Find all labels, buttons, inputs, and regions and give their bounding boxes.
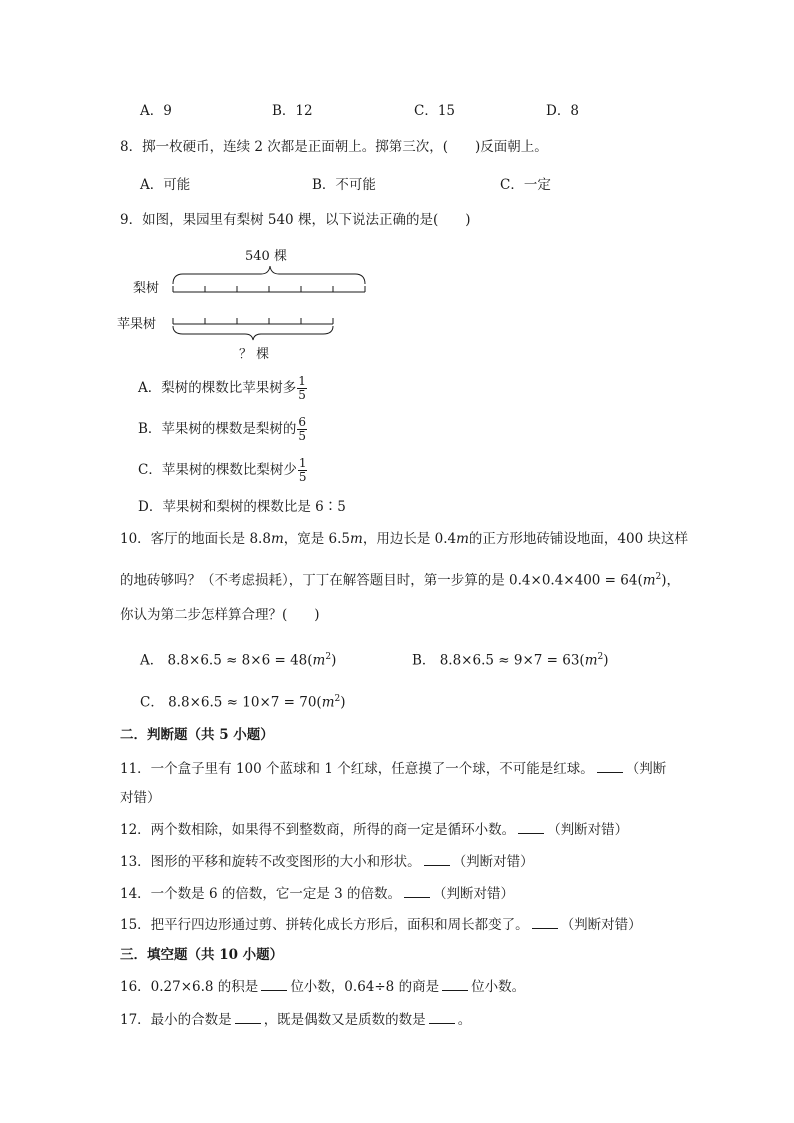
q10-option-b: B． $8.8\times 6.5 \approx 9\times 7 = 63(m^2)$ (412, 652, 609, 669)
q11-line-1: 11．一个盒子里有 100 个蓝球和 1 个红球，任意摸了一个球，不可能是红球。 （判断 (120, 758, 666, 779)
q12-answer-blank[interactable] (518, 819, 544, 834)
q9-option-a: A．梨树的棵数比苹果树多 $\frac{1}{5}$ (138, 374, 306, 402)
q14-answer-blank[interactable] (404, 883, 430, 898)
q16-answer-blank-2[interactable] (442, 976, 468, 991)
q16: 16．0.27×6.8 的积是 位小数，0.64÷8 的商是 位小数。 (120, 976, 525, 997)
q8-stem: 8．掷一枚硬币，连续 2 次都是正面朝上。掷第三次，( )反面朝上。 (120, 139, 548, 155)
q15: 15．把平行四边形通过剪、拼转化成长方形后，面积和周长都变了。 （判断对错） (120, 914, 642, 935)
q13: 13．图形的平移和旋转不改变图形的大小和形状。 （判断对错） (120, 851, 534, 872)
q15-answer-blank[interactable] (532, 914, 558, 929)
q10-line-3: 你认为第二步怎样算合理？( ) (120, 607, 320, 623)
q16-answer-blank-1[interactable] (261, 976, 287, 991)
q7-option-c: C．15 (414, 103, 456, 119)
q8-option-c: C．一定 (500, 177, 551, 193)
diagram-top-label: 540 棵 (245, 249, 287, 264)
q10-option-c: C． $8.8\times 6.5 \approx 10\times 7 = 70(m^2)$ (140, 694, 346, 711)
q13-answer-blank[interactable] (424, 851, 450, 866)
q17: 17．最小的合数是 ，既是偶数又是质数的数是 。 (120, 1009, 471, 1030)
q17-answer-blank-2[interactable] (429, 1009, 455, 1024)
q10-line-1: 10．客厅的地面长是 8.8m，宽是 6.5m，用边长是 0.4m的正方形地砖铺设地面，400 块这样 (120, 531, 688, 547)
diagram-bottom-label: ？ 棵 (239, 347, 270, 362)
section-3-heading: 三．填空题（共 10 小题） (120, 947, 284, 963)
q17-answer-blank-1[interactable] (235, 1009, 261, 1024)
q11-answer-blank[interactable] (597, 758, 623, 773)
top-brace (173, 266, 365, 284)
q7-option-a: A．9 (140, 103, 172, 119)
q9-line-diagram (115, 240, 385, 365)
q14: 14．一个数是 6 的倍数，它一定是 3 的倍数。 （判断对错） (120, 883, 514, 904)
q9-stem: 9．如图，果园里有梨树 540 棵，以下说法正确的是( ) (120, 212, 471, 228)
q10-line-2: 的地砖够吗？（不考虑损耗），丁丁在解答题目时，第一步算的是 $0.4\times 0.4\times 400 = 64(m^2)$， (120, 572, 681, 589)
q12: 12．两个数相除，如果得不到整数商，所得的商一定是循环小数。 （判断对错） (120, 819, 628, 840)
q7-option-d: D．8 (546, 103, 579, 119)
q11-line-2: 对错） (120, 790, 161, 806)
q10-option-a: A． $8.8\times 6.5 \approx 8\times 6 = 48(m^2)$ (140, 652, 337, 669)
q8-option-b: B．不可能 (312, 177, 376, 193)
diagram-apple-label: 苹果树 (117, 317, 157, 332)
q8-option-a: A．可能 (140, 177, 191, 193)
q9-option-c: C．苹果树的棵数比梨树少 $\frac{1}{5}$ (138, 456, 307, 484)
q7-option-b: B．12 (272, 103, 313, 119)
q9-option-d: D．苹果树和梨树的棵数比是 6∶5 (138, 499, 346, 515)
diagram-pear-label: 梨树 (133, 281, 160, 296)
bottom-brace (173, 326, 333, 340)
section-2-heading: 二．判断题（共 5 小题） (120, 727, 274, 743)
q9-option-b: B．苹果树的棵数是梨树的 $\frac{6}{5}$ (138, 415, 307, 443)
